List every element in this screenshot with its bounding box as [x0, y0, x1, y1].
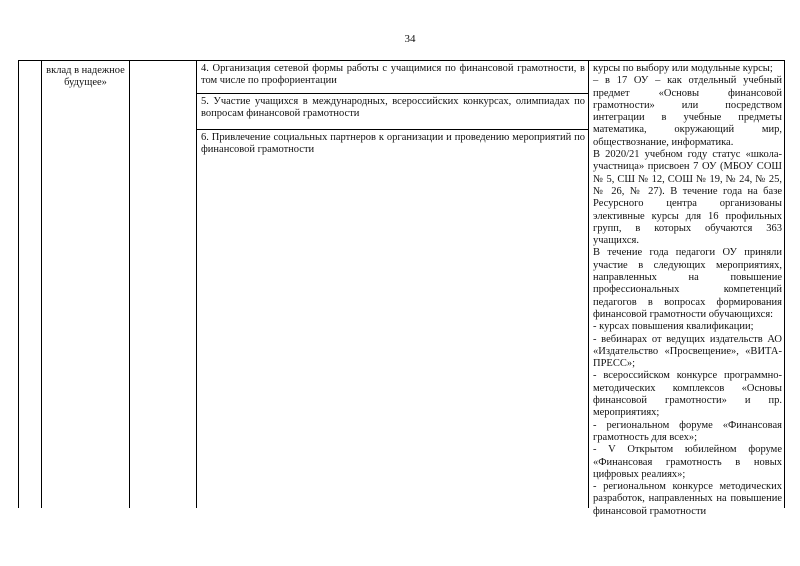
results-paragraph: В течение года педагоги ОУ приняли участие в следующих мероприятиях, направленных на повышение профессиональных компетенций педагогов в вопросах формирования финансовой грамотности обучающихся: — [593, 247, 782, 320]
results-list-item: - V Открытом юбилейном форуме «Финансовая грамотность в новых цифровых реалиях»; — [593, 444, 782, 480]
results-list-item: - всероссийском конкурсе программно-методических комплексов «Основы финансовой грамотности» и пр. мероприятиях; — [593, 370, 782, 419]
results-list-item: - курсах повышения квалификации; — [593, 321, 754, 333]
document-table — [18, 60, 785, 517]
activity-item-6: 6. Привлечение социальных партнеров к организации и проведению мероприятий по финансовой грамотности — [201, 132, 585, 156]
results-list-item: - региональном форуме «Финансовая грамотность для всех»; — [593, 419, 782, 443]
activity-item-4: 4. Организация сетевой формы работы с учащимися по финансовой грамотности, в том числе по профориентации — [197, 61, 588, 94]
page-number: 34 — [404, 33, 416, 45]
column-divider — [129, 61, 130, 508]
column-divider — [41, 61, 42, 508]
results-paragraph: – в 17 ОУ – как отдельный учебный предмет «Основы финансовой грамотности» или посредством интеграции в учебные предметы математика, окружающий мир, обществознание, информатика. — [593, 75, 782, 148]
column-divider — [588, 61, 589, 508]
activities-column — [197, 61, 588, 159]
program-name-cell: вклад в надежное будущее» — [46, 65, 125, 89]
results-paragraph: курсы по выбору или модульные курсы; — [593, 63, 773, 74]
results-cell — [590, 63, 784, 518]
activity-item-5: 5. Участие учащихся в международных, всероссийских конкурсах, олимпиадах по вопросам финансовой грамотности — [197, 94, 588, 130]
results-list-item: - региональном конкурсе методических разработок, направленных на повышение финансовой грамотности — [593, 481, 782, 517]
results-paragraph: В 2020/21 учебном году статус «школа-участница» присвоен 7 ОУ (МБОУ СОШ № 5, СШ № 12, СОШ № 19, № 24, № 25, № 26, № 27). В течение года на базе Ресурсного центра организованы элективные курсы для 16 профильных групп, в которых обучаются 363 учащихся. — [593, 149, 782, 247]
results-list-item: - вебинарах от ведущих издательств АО «Издательство «Просвещение», «ВИТА-ПРЕСС»; — [593, 333, 782, 370]
